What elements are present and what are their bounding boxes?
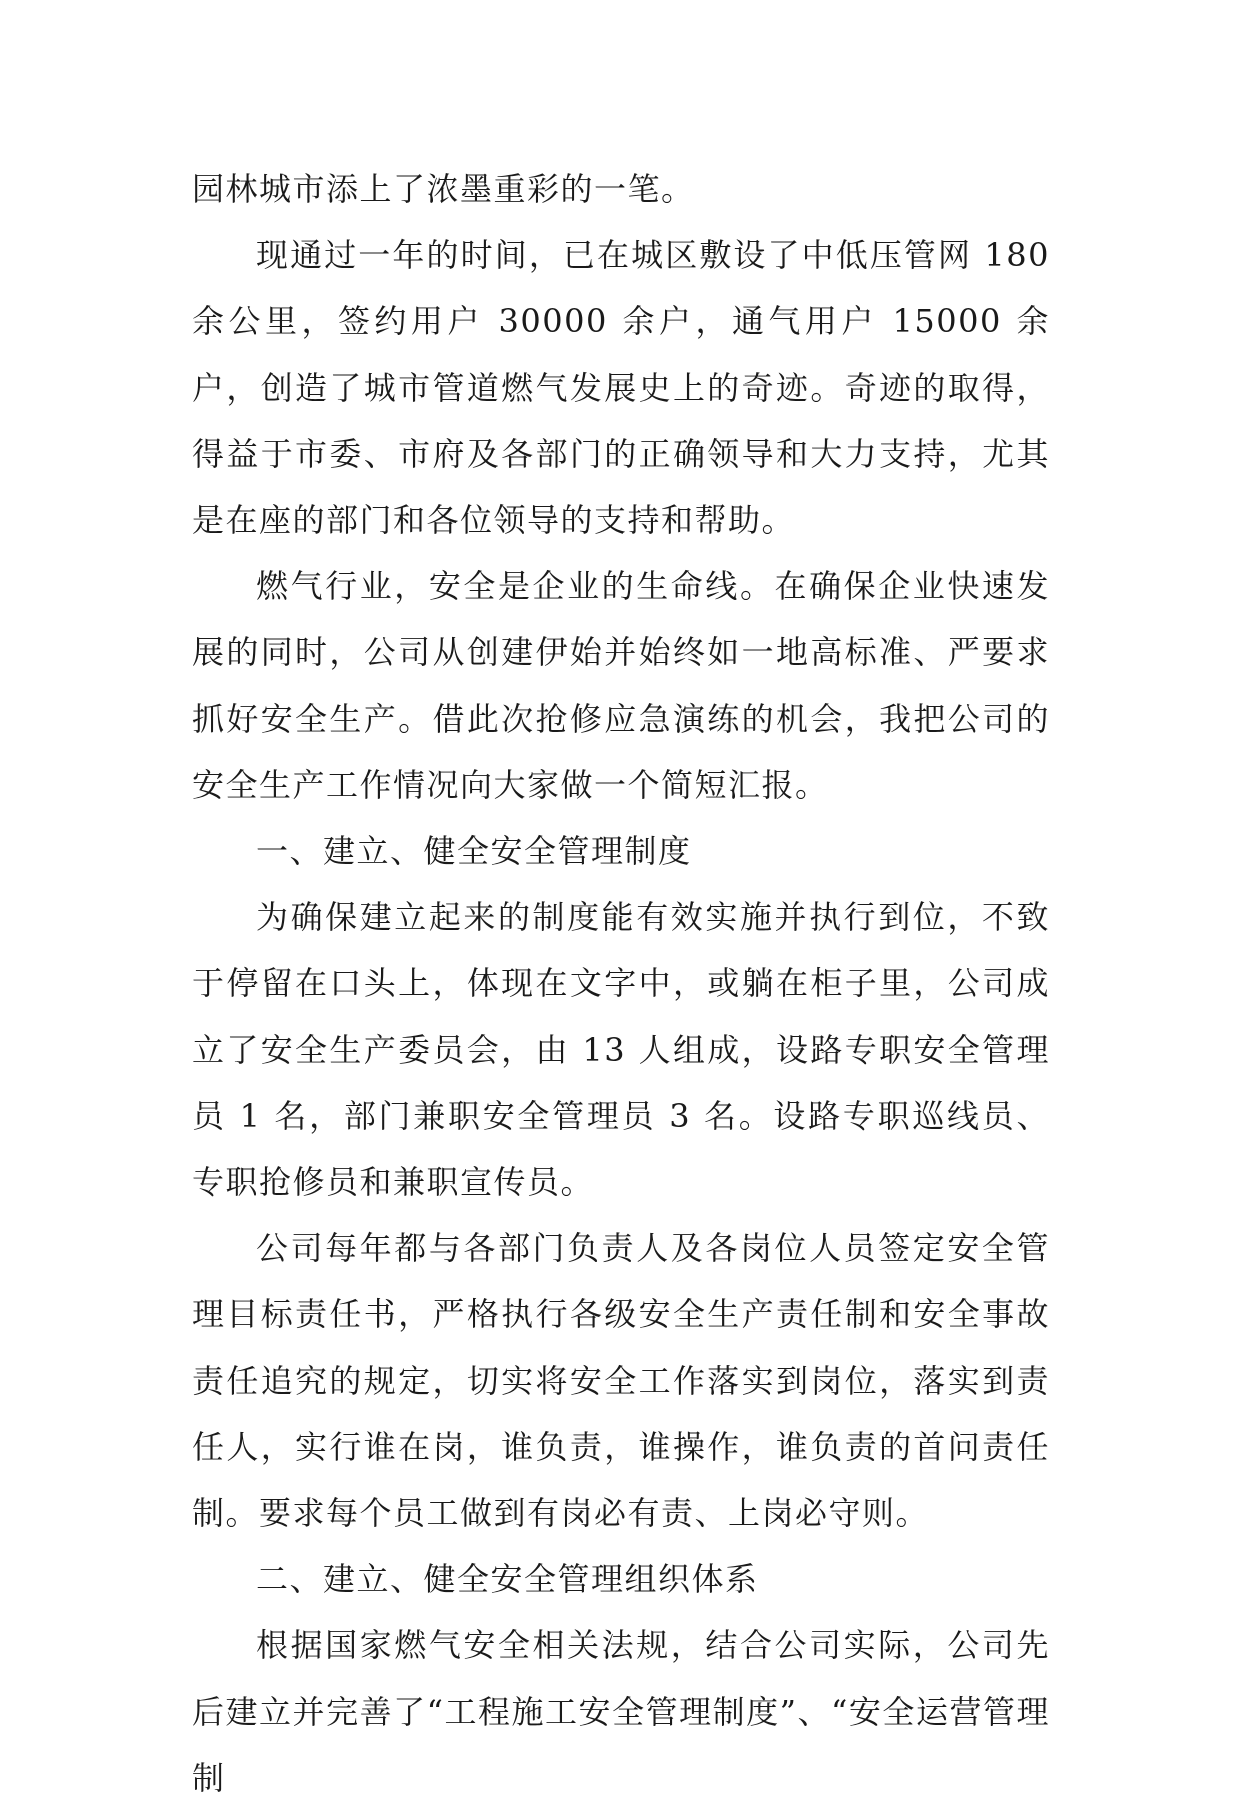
paragraph-regulations: 根据国家燃气安全相关法规，结合公司实际，公司先后建立并完善了“工程施工安全管理制度”、“安全运营管理制 — [192, 1626, 1050, 1797]
section-heading-2: 二、建立、健全安全管理组织体系 — [256, 1560, 759, 1599]
document-body — [192, 156, 1050, 1811]
paragraph-continuation: 园林城市添上了浓墨重彩的一笔。 — [192, 170, 695, 208]
paragraph-safety-committee: 为确保建立起来的制度能有效实施并执行到位，不致于停留在口头上，体现在文字中，或躺在柜子里，公司成立了安全生产委员会，由 13 人组成，设路专职安全管理员 1 名，部门兼职安全管理员 3 名。设路专职巡线员、专职抢修员和兼职宣传员。 — [192, 898, 1050, 1202]
paragraph-pipeline-achievements: 现通过一年的时间，已在城区敷设了中低压管网 180 余公里，签约用户 30000 余户，通气用户 15000 余户，创造了城市管道燃气发展史上的奇迹。奇迹的取得，得益于市委、市府及各部门的正确领导和大力支持，尤其是在座的部门和各位领导的支持和帮助。 — [192, 236, 1050, 540]
paragraph-responsibility-system: 公司每年都与各部门负责人及各岗位人员签定安全管理目标责任书，严格执行各级安全生产责任制和安全事故责任追究的规定，切实将安全工作落实到岗位，落实到责任人，实行谁在岗，谁负责，谁操作，谁负责的首问责任制。要求每个员工做到有岗必有责、上岗必守则。 — [192, 1229, 1050, 1533]
paragraph-safety-lifeline: 燃气行业，安全是企业的生命线。在确保企业快速发展的同时，公司从创建伊始并始终如一地高标准、严要求抓好安全生产。借此次抢修应急演练的机会，我把公司的安全生产工作情况向大家做一个简短汇报。 — [192, 567, 1050, 804]
section-heading-1: 一、建立、健全安全管理制度 — [256, 832, 692, 871]
